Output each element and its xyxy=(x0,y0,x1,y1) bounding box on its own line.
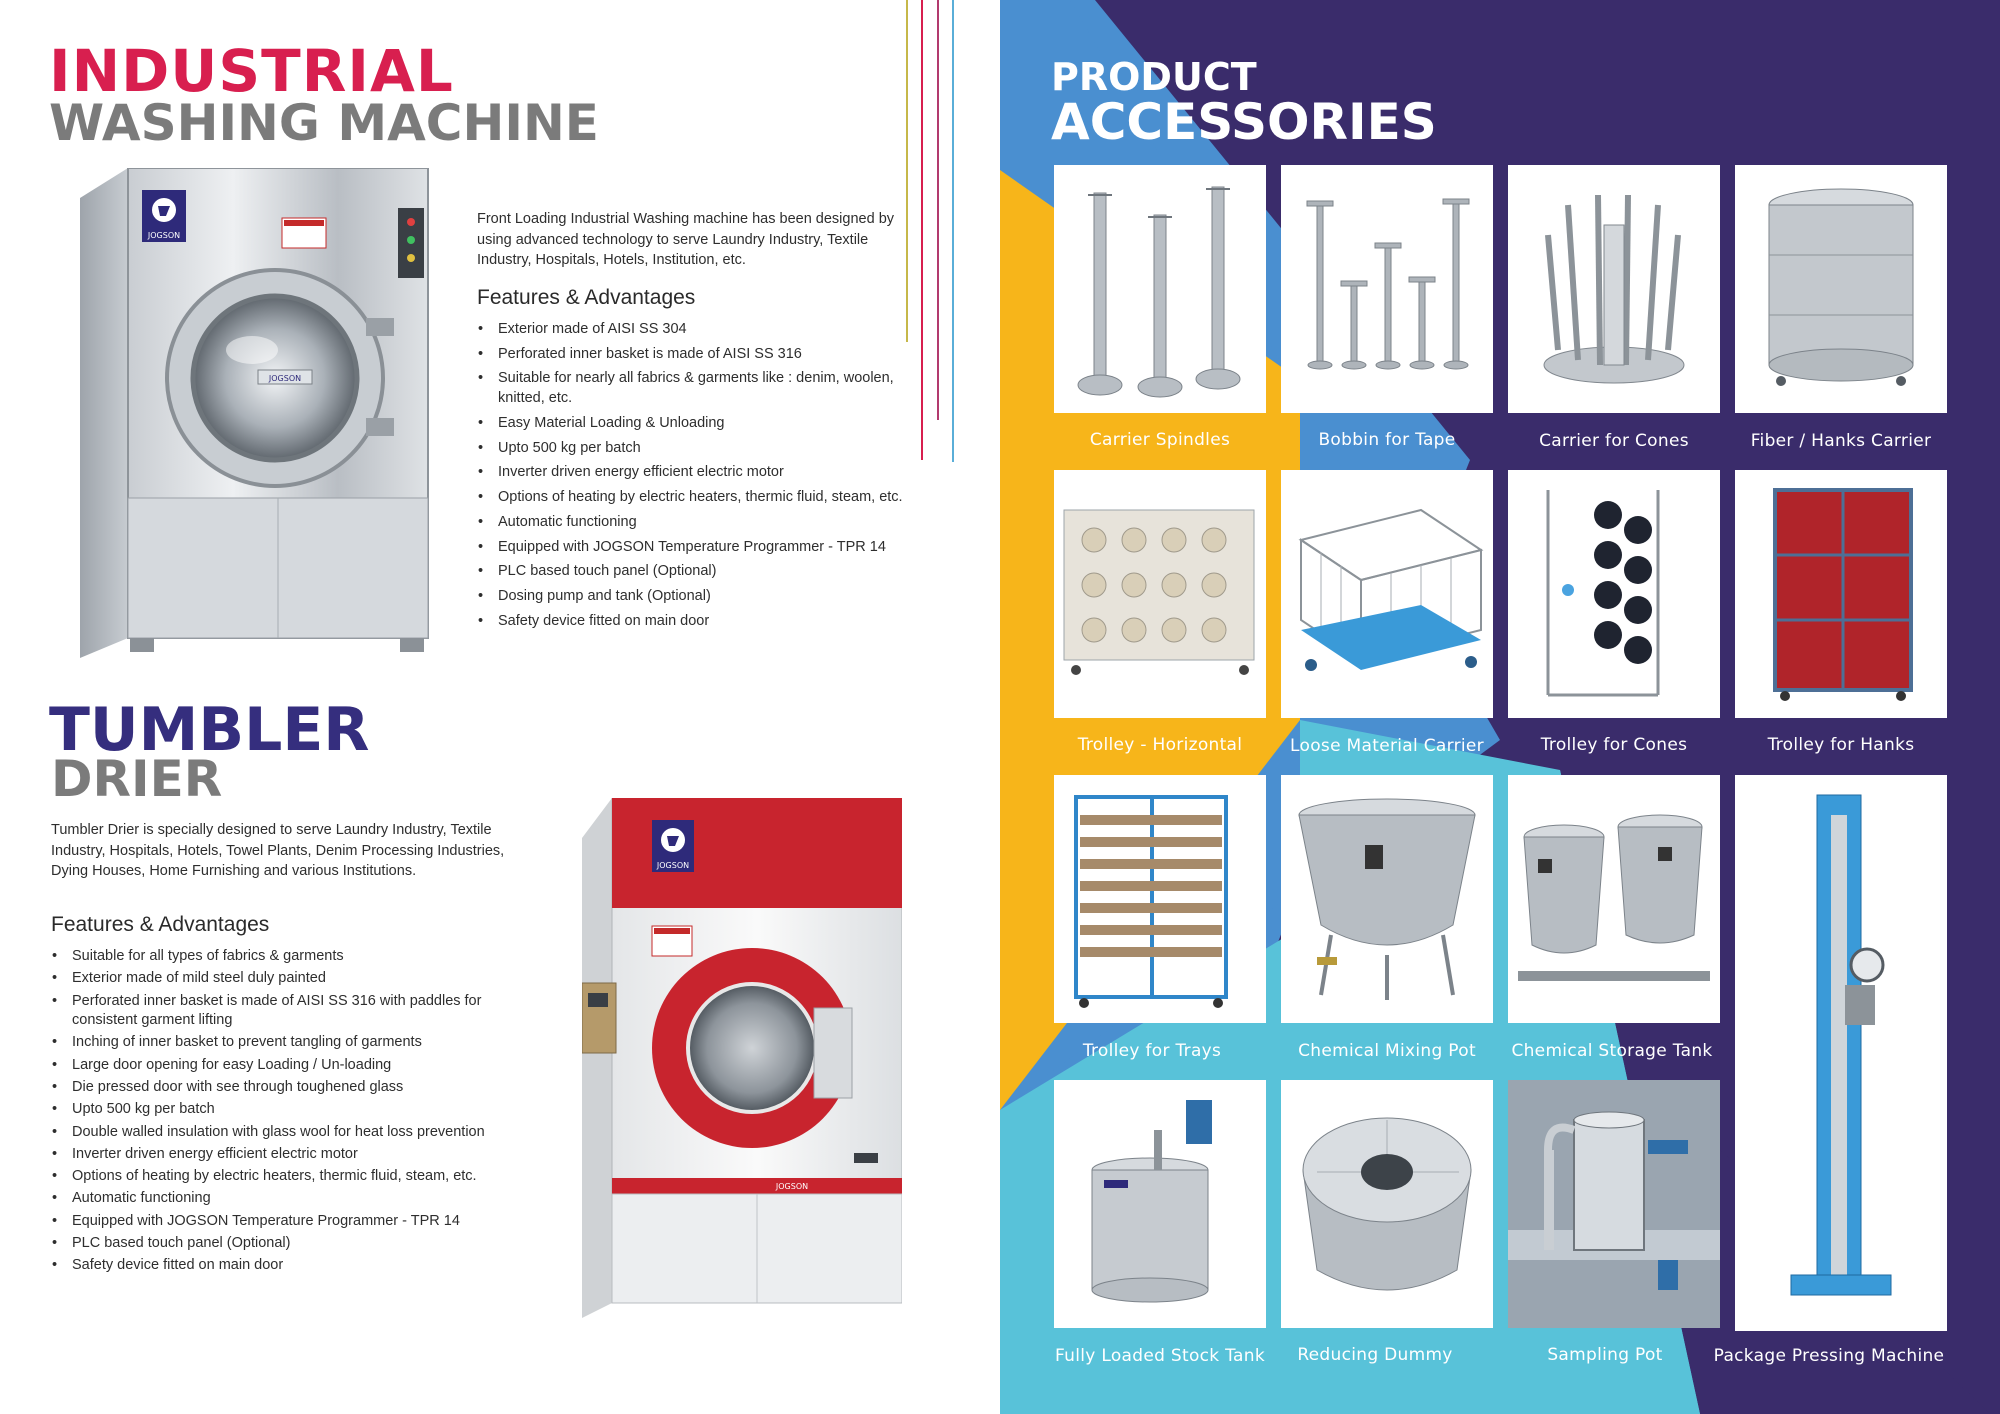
washing-feature-item: • Safety device fitted on main door xyxy=(477,611,917,631)
accessories-heading-line1: PRODUCT xyxy=(1051,55,1257,99)
accessory-label: Trolley for Hanks xyxy=(1767,735,1915,755)
accessory-label: Loose Material Carrier xyxy=(1290,736,1484,756)
washing-feature-item: • Exterior made of AISI SS 304 xyxy=(477,319,917,339)
accessory-tile-trolley-for-hanks xyxy=(1735,470,1947,718)
washing-feature-item: • Perforated inner basket is made of AISI SS 316 xyxy=(477,344,917,364)
carrier-for-cones-icon xyxy=(1508,165,1720,413)
trolley-for-trays-icon xyxy=(1054,775,1266,1023)
drier-feature-item: • Die pressed door with see through toughened glass xyxy=(51,1078,521,1098)
accessory-tile-chemical-storage-tank xyxy=(1508,775,1720,1023)
washing-features-list xyxy=(477,319,917,635)
accessory-tile-trolley-horizontal xyxy=(1054,470,1266,718)
divider-line-magenta xyxy=(937,0,939,420)
drier-feature-item: • Exterior made of mild steel duly painted xyxy=(51,969,521,989)
accessory-label: Sampling Pot xyxy=(1547,1345,1663,1365)
drier-feature-item: • Large door opening for easy Loading / Un-loading xyxy=(51,1056,521,1076)
package-pressing-machine-icon xyxy=(1735,775,1947,1331)
accessory-label: Trolley for Trays xyxy=(1082,1041,1222,1061)
divider-line-gold xyxy=(906,0,908,342)
accessory-label: Trolley for Cones xyxy=(1540,735,1688,755)
accessory-label: Bobbin for Tape xyxy=(1318,430,1456,450)
drier-feature-item: • PLC based touch panel (Optional) xyxy=(51,1234,521,1254)
drier-features-list xyxy=(51,947,521,1279)
washing-features-heading: Features & Advantages xyxy=(477,286,696,309)
drier-feature-item: • Automatic functioning xyxy=(51,1189,521,1209)
drier-feature-item: • Suitable for all types of fabrics & garments xyxy=(51,947,521,967)
drier-feature-item: • Equipped with JOGSON Temperature Programmer - TPR 14 xyxy=(51,1212,521,1232)
washer-brand-plate-text: JOGSON xyxy=(268,374,302,383)
chemical-mixing-pot-icon xyxy=(1281,775,1493,1023)
accessory-label: Trolley - Horizontal xyxy=(1077,735,1243,755)
reducing-dummy-icon xyxy=(1281,1080,1493,1328)
accessory-tile-trolley-for-cones xyxy=(1508,470,1720,718)
drier-feature-item: • Safety device fitted on main door xyxy=(51,1256,521,1276)
washer-brand-logo-text: JOGSON xyxy=(147,231,181,240)
drier-brand-plate-text: JOGSON xyxy=(775,1182,809,1191)
carrier-spindles-icon xyxy=(1054,165,1266,413)
trolley-horizontal-icon xyxy=(1054,470,1266,718)
accessory-tile-fiber-hanks-carrier xyxy=(1735,165,1947,413)
tumbler-drier-image xyxy=(582,798,902,1318)
accessory-label: Package Pressing Machine xyxy=(1713,1346,1945,1366)
washing-feature-item: • Equipped with JOGSON Temperature Programmer - TPR 14 xyxy=(477,537,917,557)
accessory-tile-loose-material-carrier xyxy=(1281,470,1493,718)
washing-feature-item: • Options of heating by electric heaters, thermic fluid, steam, etc. xyxy=(477,487,917,507)
washing-feature-item: • Upto 500 kg per batch xyxy=(477,438,917,458)
bobbin-for-tape-icon xyxy=(1281,165,1493,413)
accessory-tile-fully-loaded-stock-tank xyxy=(1054,1080,1266,1328)
accessory-label: Carrier for Cones xyxy=(1539,431,1689,451)
washing-machine-image xyxy=(80,168,465,668)
divider-line-red xyxy=(921,0,923,460)
accessory-tile-carrier-for-cones xyxy=(1508,165,1720,413)
accessory-tile-sampling-pot xyxy=(1508,1080,1720,1328)
accessory-label: Reducing Dummy xyxy=(1297,1345,1453,1365)
right-page xyxy=(1000,0,2000,1414)
accessory-label: Fiber / Hanks Carrier xyxy=(1750,431,1932,451)
drier-feature-item: • Inching of inner basket to prevent tangling of garments xyxy=(51,1033,521,1053)
divider-line-blue xyxy=(952,0,954,462)
accessory-label: Chemical Mixing Pot xyxy=(1298,1041,1476,1061)
washing-feature-item: • Dosing pump and tank (Optional) xyxy=(477,586,917,606)
drier-feature-item: • Double walled insulation with glass wool for heat loss prevention xyxy=(51,1123,521,1143)
washing-title-line1: INDUSTRIAL xyxy=(49,37,454,105)
washing-title-line2: WASHING MACHINE xyxy=(49,94,599,152)
accessory-tile-trolley-for-trays xyxy=(1054,775,1266,1023)
drier-feature-item: • Inverter driven energy efficient electric motor xyxy=(51,1145,521,1165)
washing-feature-item: • Easy Material Loading & Unloading xyxy=(477,413,917,433)
sampling-pot-icon xyxy=(1508,1080,1720,1328)
drier-title-line2: DRIER xyxy=(51,750,223,808)
accessory-label: Chemical Storage Tank xyxy=(1511,1041,1713,1061)
accessory-tile-chemical-mixing-pot xyxy=(1281,775,1493,1023)
chemical-storage-tank-icon xyxy=(1508,775,1720,1023)
washing-intro-text: Front Loading Industrial Washing machine has been designed by using advanced technology to serve Laundry Industry, Textile Industry, Hospitals, Hotels, Institution, etc. xyxy=(477,211,895,268)
accessory-tile-bobbin-for-tape xyxy=(1281,165,1493,413)
fiber-hanks-carrier-icon xyxy=(1735,165,1947,413)
washing-feature-item: • Automatic functioning xyxy=(477,512,917,532)
trolley-for-cones-icon xyxy=(1508,470,1720,718)
washing-feature-item: • Inverter driven energy efficient electric motor xyxy=(477,462,917,482)
drier-brand-logo-text: JOGSON xyxy=(656,861,690,870)
trolley-for-hanks-icon xyxy=(1735,470,1947,718)
drier-feature-item: • Perforated inner basket is made of AISI SS 316 with paddles for consistent garment lifting xyxy=(51,992,521,1031)
drier-feature-item: • Upto 500 kg per batch xyxy=(51,1100,521,1120)
accessory-tile-package-pressing-machine xyxy=(1735,775,1947,1331)
washing-feature-item: • Suitable for nearly all fabrics & garments like : denim, woolen, knitted, etc. xyxy=(477,368,917,408)
drier-intro-text: Tumbler Drier is specially designed to serve Laundry Industry, Textile Industry, Hospitals, Hotels, Towel Plants, Denim Processing Industries, Dying Houses, Home Furnishing and various Institutions. xyxy=(51,822,505,879)
accessories-heading-line2: ACCESSORIES xyxy=(1051,93,1437,151)
accessory-tile-reducing-dummy xyxy=(1281,1080,1493,1328)
accessory-tile-carrier-spindles xyxy=(1054,165,1266,413)
loose-material-carrier-icon xyxy=(1281,470,1493,718)
drier-features-heading: Features & Advantages xyxy=(51,913,270,936)
accessory-label: Fully Loaded Stock Tank xyxy=(1055,1346,1265,1366)
accessory-label: Carrier Spindles xyxy=(1089,430,1231,450)
fully-loaded-stock-tank-icon xyxy=(1054,1080,1266,1328)
drier-feature-item: • Options of heating by electric heaters, thermic fluid, steam, etc. xyxy=(51,1167,521,1187)
washing-feature-item: • PLC based touch panel (Optional) xyxy=(477,561,917,581)
drier-title-line1: TUMBLER xyxy=(49,695,370,765)
